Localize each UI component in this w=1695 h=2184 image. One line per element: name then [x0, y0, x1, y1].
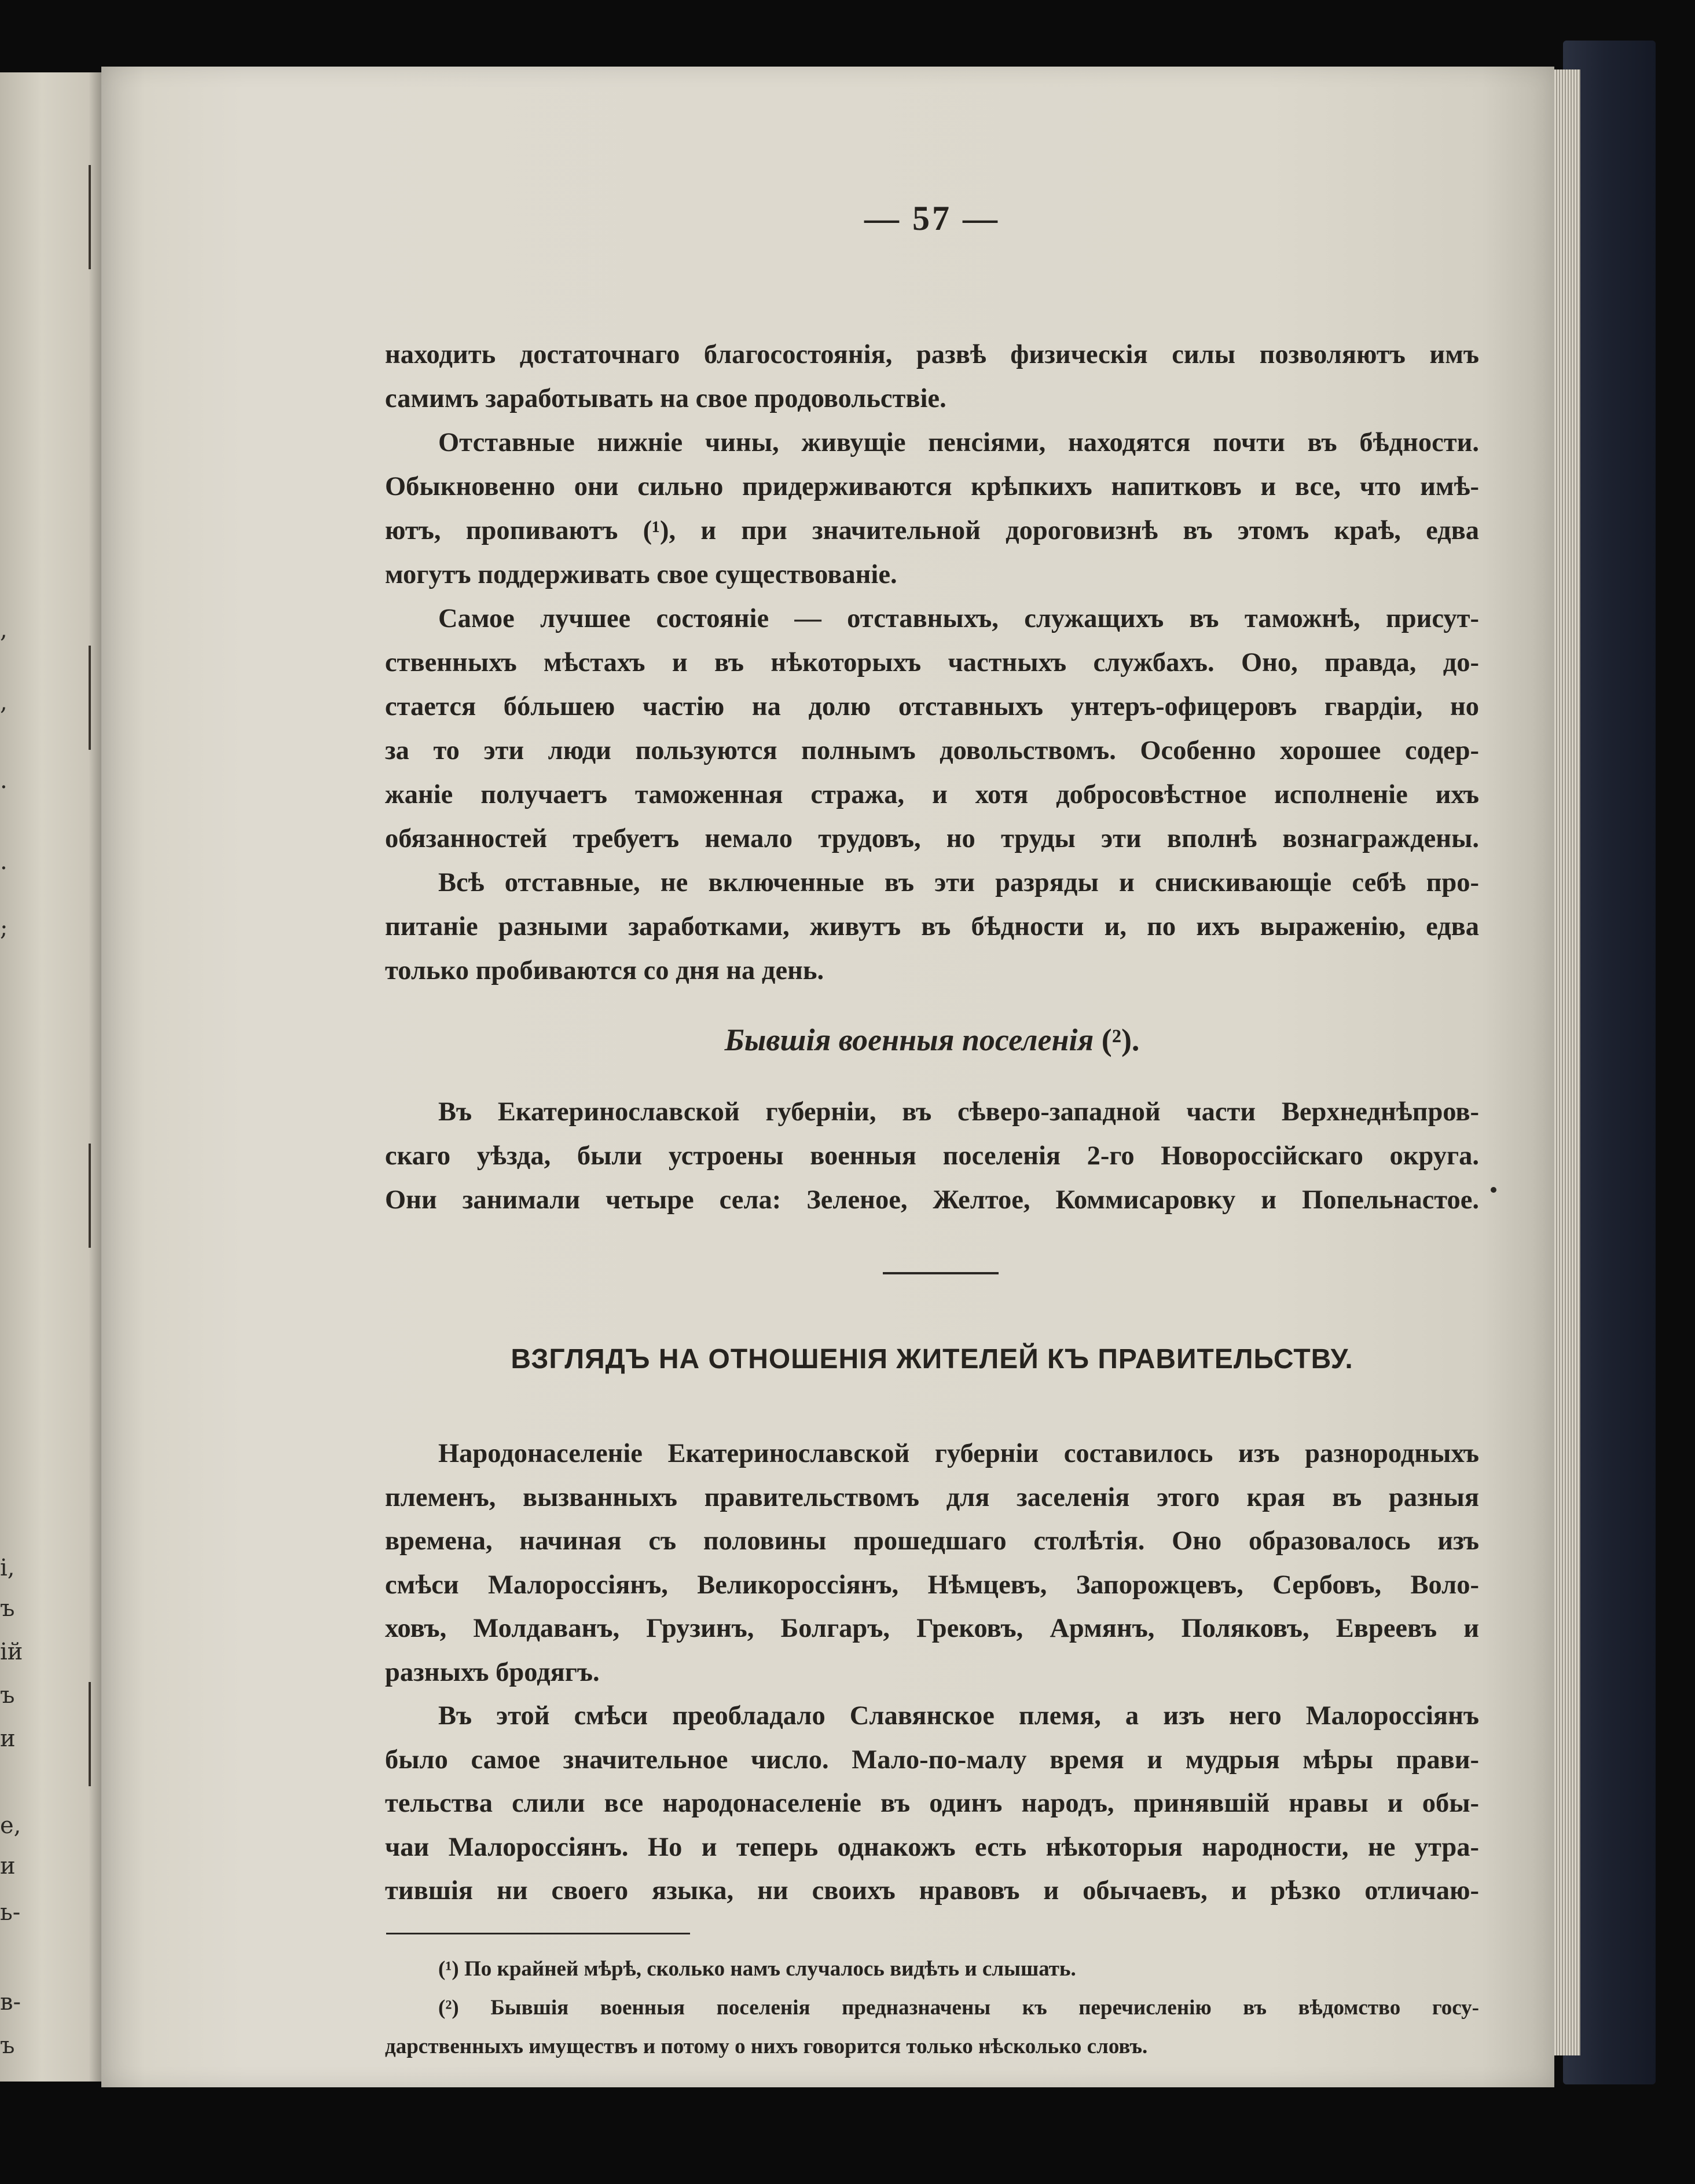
paragraph-line: тельства слили все народонаселеніе въ одинъ народъ, принявшій нравы и обы- — [385, 1789, 1479, 1818]
paragraph-line: Они занимали четыре села: Зеленое, Желтое, Коммисаровку и Попельнастое. — [385, 1185, 1479, 1215]
paragraph-line: ственныхъ мѣстахъ и въ нѣкоторыхъ частныхъ службахъ. Оно, правда, до- — [385, 648, 1479, 677]
subheading — [385, 1022, 1479, 1058]
left-page-fragment: ій — [0, 1639, 23, 1665]
footnotes — [385, 1950, 1479, 2066]
paragraph-line: племенъ, вызванныхъ правительствомъ для заселенія этого края въ разныя — [385, 1482, 1479, 1512]
footnote-rule — [386, 1933, 690, 1934]
left-page-fragment: и — [0, 1853, 16, 1879]
subheading-footnote-mark: (²). — [1101, 1023, 1140, 1057]
footnote-1: (¹) По крайней мѣрѣ, сколько намъ случалось видѣть и слышать. — [438, 1957, 1076, 1981]
paragraph-line: тившія ни своего языка, ни своихъ нравовъ и обычаевъ, и рѣзко отличаю- — [385, 1876, 1479, 1905]
paragraph-line: Народонаселеніе Екатеринославской губерніи составилось изъ разнородныхъ — [438, 1439, 1479, 1468]
section-divider — [883, 1272, 999, 1274]
page-number: — 57 — — [864, 199, 1000, 237]
left-page-fragment: ь- — [0, 1899, 21, 1926]
text-block-lower — [385, 1432, 1479, 1913]
text-block-settlements — [385, 1090, 1479, 1222]
left-page-fragment: , — [0, 689, 8, 716]
paragraph-line: стается бóльшею частію на долю отставныхъ унтеръ-офицеровъ гвардіи, но — [385, 692, 1479, 721]
left-page-fragment: ; — [0, 915, 8, 941]
paragraph-line: находить достаточнаго благосостоянія, развѣ физическія силы позволяютъ имъ — [385, 340, 1479, 369]
paragraph-line: чаи Малороссіянъ. Но и теперь однакожъ есть нѣкоторыя народности, не утра- — [385, 1832, 1479, 1862]
left-page-fragment: в- — [0, 1989, 21, 2016]
paragraph-line: скаго уѣзда, были устроены военныя поселенія 2-го Новороссійскаго округа. — [385, 1141, 1479, 1171]
left-page-fragment: . — [0, 848, 8, 875]
binding-thread — [89, 646, 91, 750]
paragraph-line: питаніе разными заработками, живутъ въ бѣдности и, по ихъ выраженію, едва — [385, 912, 1479, 941]
paragraph-line: смѣси Малороссіянъ, Великороссіянъ, Нѣмцевъ, Запорожцевъ, Сербовъ, Воло- — [385, 1570, 1479, 1600]
paragraph-line: за то эти люди пользуются полнымъ довольствомъ. Особенно хорошее содер- — [385, 736, 1479, 765]
paragraph-line: обязанностей требуетъ немало трудовъ, но труды эти вполнѣ вознаграждены. — [385, 824, 1479, 853]
paragraph-line: Всѣ отставные, не включенные въ эти разряды и снискивающіе себѣ про- — [438, 868, 1479, 897]
paragraph-line: могутъ поддерживать свое существованіе. — [385, 560, 897, 589]
paragraph-line: Самое лучшее состояніе — отставныхъ, служащихъ въ таможнѣ, присут- — [438, 604, 1479, 633]
footnote-2: (²) Бывшія военныя поселенія предназначены къ перечисленію въ вѣдомство госу- — [438, 1996, 1479, 2020]
section-heading: ВЗГЛЯДЪ НА ОТНОШЕНІЯ ЖИТЕЛЕЙ КЪ ПРАВИТЕЛЬСТВУ. — [511, 1344, 1353, 1375]
binding-thread — [89, 165, 91, 269]
text-block-upper — [385, 333, 1479, 993]
left-page-fragment: ъ — [0, 1682, 15, 1709]
left-page-fragment: . — [0, 767, 8, 794]
left-page-fragment: і, — [0, 1555, 15, 1581]
paragraph-line: было самое значительное число. Мало-по-малу время и мудрыя мѣры прави- — [385, 1745, 1479, 1775]
footnote-2-continued: дарственныхъ имуществъ и потому о нихъ говорится только нѣсколько словъ. — [385, 2035, 1148, 2058]
left-page-fragment: и — [0, 1725, 16, 1752]
paragraph-line: разныхъ бродягъ. — [385, 1657, 600, 1687]
paragraph-line: Отставные нижніе чины, живущіе пенсіями, находятся почти въ бѣдности. — [438, 428, 1479, 457]
book-page — [101, 67, 1554, 2087]
ink-speck — [1491, 1187, 1496, 1193]
paragraph-line: Въ Екатеринославской губерніи, въ сѣверо-западной части Верхнеднѣпров- — [438, 1097, 1479, 1127]
binding-thread — [89, 1144, 91, 1248]
paragraph-line: Обыкновенно они сильно придерживаются крѣпкихъ напитковъ и все, что имѣ- — [385, 472, 1479, 501]
paragraph-line: жаніе получаетъ таможенная стража, и хотя добросовѣстное исполненіе ихъ — [385, 780, 1479, 809]
paragraph-line: только пробиваются со дня на день. — [385, 956, 824, 985]
subheading-title: Бывшія военныя поселенія — [724, 1023, 1094, 1057]
paragraph-line: времена, начиная съ половины прошедшаго столѣтія. Оно образовалось изъ — [385, 1526, 1479, 1556]
left-page-fragment: ъ — [0, 1595, 15, 1622]
binding-thread — [89, 1682, 91, 1786]
left-page-fragment: ъ — [0, 2032, 15, 2059]
paragraph-line: самимъ заработывать на свое продовольствіе. — [385, 384, 946, 413]
paragraph-line: ютъ, пропиваютъ (¹), и при значительной дороговизнѣ въ этомъ краѣ, едва — [385, 516, 1479, 545]
left-page-fragment: , — [0, 617, 8, 643]
paragraph-line: Въ этой смѣси преобладало Славянское племя, а изъ него Малороссіянъ — [438, 1701, 1479, 1731]
paragraph-line: ховъ, Молдаванъ, Грузинъ, Болгаръ, Грековъ, Армянъ, Поляковъ, Евреевъ и — [385, 1614, 1479, 1643]
left-page-fragment: е, — [0, 1812, 21, 1839]
